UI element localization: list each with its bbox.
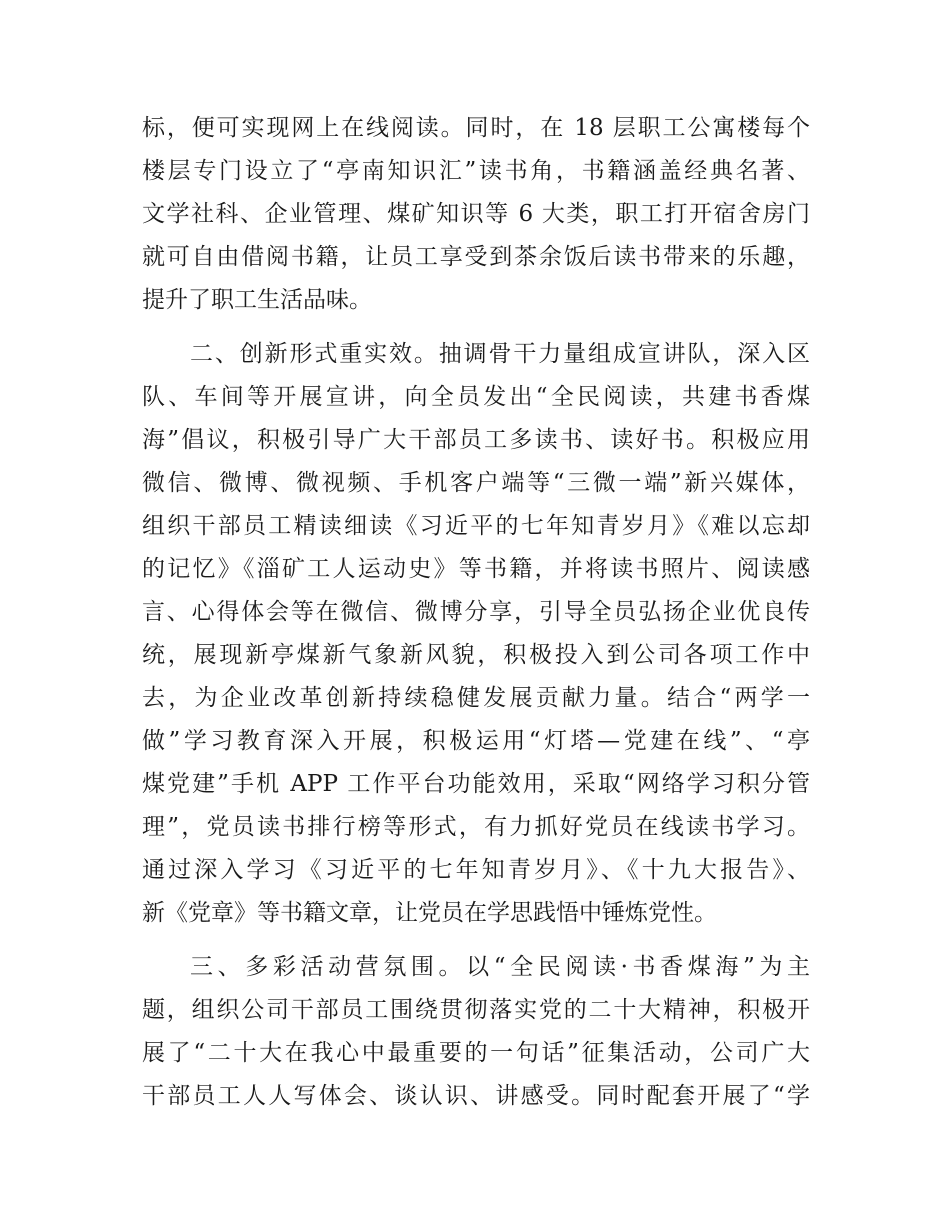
text-line: 组织干部员工精读细读《习近平的七年知青岁月》《难以忘却	[142, 513, 810, 539]
text-line: 去，为企业改革创新持续稳健发展贡献力量。结合“两学一	[142, 685, 810, 711]
text-line: 楼层专门设立了“亭南知识汇”读书角，书籍涵盖经典名著、	[142, 158, 810, 184]
text-line: 的记忆》《淄矿工人运动史》等书籍，并将读书照片、阅读感	[142, 556, 810, 582]
text-line: 统，展现新亭煤新气象新风貌，积极投入到公司各项工作中	[142, 642, 810, 668]
text-line: 提升了职工生活品味。	[142, 287, 372, 313]
text-line: 题，组织公司干部员工围绕贯彻落实党的二十大精神，积极开	[142, 997, 810, 1023]
text-line: 新《党章》等书籍文章，让党员在学思践悟中锤炼党性。	[142, 900, 717, 926]
text-line: 展了“二十大在我心中最重要的一句话”征集活动，公司广大	[142, 1040, 810, 1066]
paragraph-start-line: 二、创新形式重实效。抽调骨干力量组成宣讲队，深入区	[190, 341, 810, 367]
text-line: 做”学习教育深入开展，积极运用“灯塔—党建在线”、“亭	[142, 728, 810, 754]
text-line: 干部员工人人写体会、谈认识、讲感受。同时配套开展了“学	[142, 1083, 810, 1109]
text-line: 通过深入学习《习近平的七年知青岁月》、《十九大报告》、	[142, 857, 810, 883]
text-line: 海”倡议，积极引导广大干部员工多读书、读好书。积极应用	[142, 427, 810, 453]
text-line: 煤党建”手机 APP 工作平台功能效用，采取“网络学习积分管	[142, 771, 810, 797]
text-line: 就可自由借阅书籍，让员工享受到茶余饭后读书带来的乐趣，	[142, 244, 810, 270]
text-line: 标，便可实现网上在线阅读。同时，在 18 层职工公寓楼每个	[142, 115, 810, 141]
text-line: 文学社科、企业管理、煤矿知识等 6 大类，职工打开宿舍房门	[142, 201, 810, 227]
text-line: 队、车间等开展宣讲，向全员发出“全民阅读，共建书香煤	[142, 384, 810, 410]
text-line: 微信、微博、微视频、手机客户端等“三微一端”新兴媒体，	[142, 470, 810, 496]
text-line: 理”，党员读书排行榜等形式，有力抓好党员在线读书学习。	[142, 814, 810, 840]
paragraph-start-line: 三、多彩活动营氛围。以“全民阅读·书香煤海”为主	[190, 954, 810, 980]
text-line: 言、心得体会等在微信、微博分享，引导全员弘扬企业优良传	[142, 599, 810, 625]
